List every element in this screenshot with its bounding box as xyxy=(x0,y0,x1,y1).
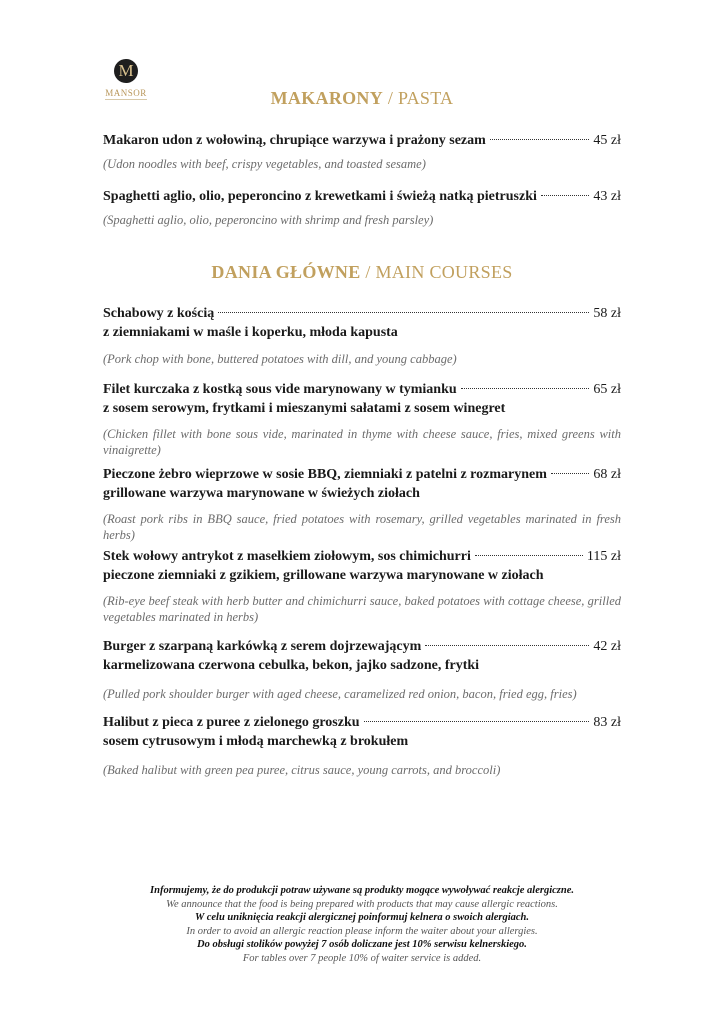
item-description: (Baked halibut with green pea puree, citrus sauce, young carrots, and broccoli) xyxy=(103,763,501,777)
notice-line-en: In order to avoid an allergic reaction please inform the waiter about your allergies. xyxy=(186,925,538,937)
item-subtitle: z ziemniakami w maśle i koperku, młoda kapusta xyxy=(103,325,398,340)
item-name: Spaghetti aglio, olio, peperoncino z krewetkami i świeżą natką pietruszki xyxy=(103,189,537,204)
item-name: Schabowy z kością xyxy=(103,306,215,321)
item-price: 43 zł xyxy=(593,189,621,204)
menu-item xyxy=(103,713,621,778)
item-name: Burger z szarpaną karkówką z serem dojrzewającym xyxy=(103,639,422,654)
item-price: 83 zł xyxy=(593,715,621,730)
item-price: 58 zł xyxy=(593,306,621,321)
leader-dots xyxy=(364,721,590,722)
notice-line-pl: W celu uniknięcia reakcji alergicznej poinformuj kelnera o swoich alergiach. xyxy=(194,912,530,923)
item-name: Stek wołowy antrykot z masełkiem ziołowym, sos chimichurri xyxy=(103,549,471,564)
section-title-pasta: MAKARONY / PASTA xyxy=(270,88,454,108)
item-price: 68 zł xyxy=(593,467,621,482)
section-title-en: PASTA xyxy=(397,88,454,108)
item-description: (Roast pork ribs in BBQ sauce, fried potatoes with rosemary, grilled vegetables marinated in fresh herbs) xyxy=(103,512,621,542)
section-title-main: DANIA GŁÓWNE / MAIN COURSES xyxy=(211,262,513,282)
item-name: Filet kurczaka z kostką sous vide marynowany w tymianku xyxy=(103,382,457,397)
item-name: Makaron udon z wołowiną, chrupiące warzywa i prażony sezam xyxy=(103,133,486,148)
section-title-pl: MAKARONY xyxy=(270,88,384,108)
item-subtitle: sosem cytrusowym i młodą marchewką z brokułem xyxy=(103,734,409,749)
item-subtitle: z sosem serowym, frytkami i mieszanymi sałatami z sosem winegret xyxy=(103,401,506,416)
monogram-badge xyxy=(114,59,138,83)
leader-dots xyxy=(475,555,583,556)
item-price: 42 zł xyxy=(593,639,621,654)
item-description: (Chicken fillet with bone sous vide, marinated in thyme with cheese sauce, fries, mixed greens with vinaigrette) xyxy=(103,427,621,457)
logo-monogram: M xyxy=(118,61,134,80)
item-price: 65 zł xyxy=(593,382,621,397)
menu-item xyxy=(103,304,621,367)
section-title-pl: DANIA GŁÓWNE xyxy=(211,262,361,282)
leader-dots xyxy=(541,195,590,196)
leader-dots xyxy=(461,388,590,389)
leader-dots xyxy=(218,312,589,313)
item-subtitle: karmelizowana czerwona cebulka, bekon, jajko sadzone, frytki xyxy=(103,658,480,673)
item-price: 45 zł xyxy=(593,133,621,148)
notice-line-pl: Do obsługi stolików powyżej 7 osób doliczane jest 10% serwisu kelnerskiego. xyxy=(197,939,527,950)
item-description: (Udon noodles with beef, crispy vegetables, and toasted sesame) xyxy=(103,157,426,171)
item-name: Halibut z pieca z puree z zielonego groszku xyxy=(103,715,360,730)
menu-item xyxy=(103,637,621,702)
item-description: (Spaghetti aglio, olio, peperoncino with shrimp and fresh parsley) xyxy=(103,213,434,227)
item-description: (Pork chop with bone, buttered potatoes with dill, and young cabbage) xyxy=(103,352,457,366)
item-description: (Pulled pork shoulder burger with aged cheese, caramelized red onion, bacon, fried egg, fries) xyxy=(103,687,577,701)
menu-item xyxy=(103,465,621,543)
item-subtitle: grillowane warzywa marynowane w świeżych ziołach xyxy=(103,486,420,501)
leader-dots xyxy=(551,473,590,474)
item-price: 115 zł xyxy=(586,549,621,564)
menu-item xyxy=(103,131,621,172)
notice-line-pl: Informujemy, że do produkcji potraw używane są produkty mogące wywoływać reakcje alergiczne. xyxy=(150,885,574,896)
allergy-notice xyxy=(0,884,724,965)
leader-dots xyxy=(490,139,590,140)
menu-item xyxy=(103,187,621,228)
logo-name: MANSOR xyxy=(105,88,147,98)
section-title-en: MAIN COURSES xyxy=(375,262,513,282)
notice-line-en: We announce that the food is being prepared with products that may cause allergic reactions. xyxy=(166,898,558,910)
menu-item xyxy=(103,547,621,625)
menu-item xyxy=(103,380,621,458)
notice-line-en: For tables over 7 people 10% of waiter service is added. xyxy=(242,952,482,964)
item-name: Pieczone żebro wieprzowe w sosie BBQ, ziemniaki z patelni z rozmarynem xyxy=(103,467,547,482)
leader-dots xyxy=(425,645,589,646)
item-description: (Rib-eye beef steak with herb butter and chimichurri sauce, baked potatoes with cottage cheese, grilled vegetables marinated in herbs) xyxy=(103,594,621,624)
item-subtitle: pieczone ziemniaki z gzikiem, grillowane warzywa marynowane w ziołach xyxy=(103,568,544,583)
